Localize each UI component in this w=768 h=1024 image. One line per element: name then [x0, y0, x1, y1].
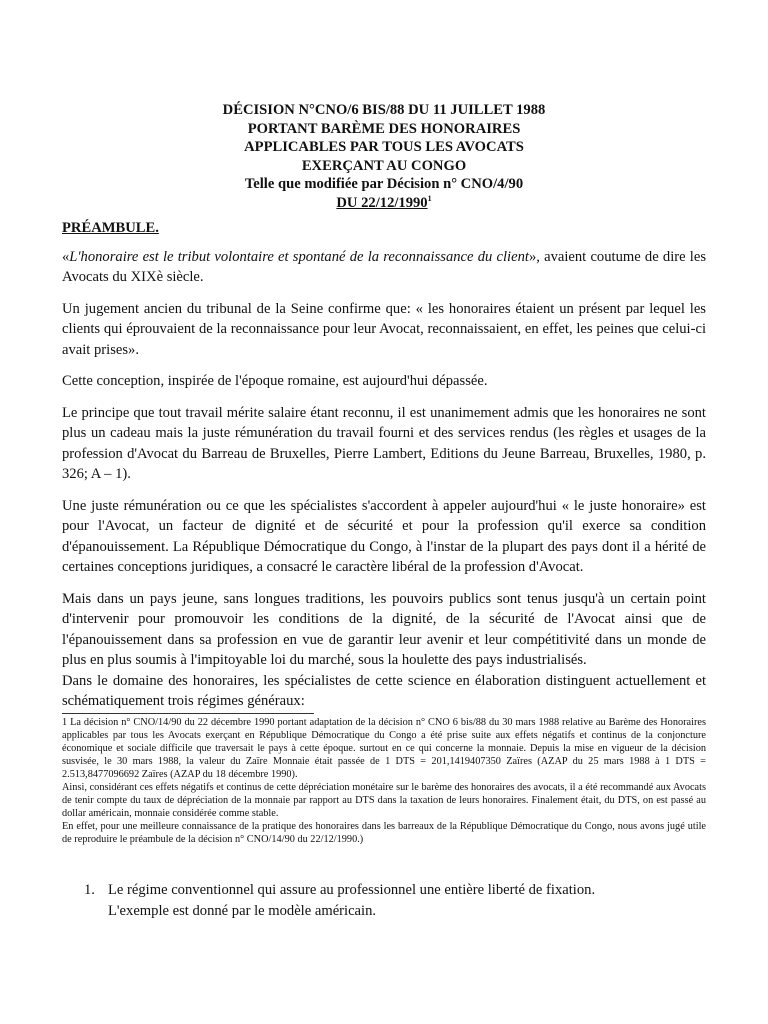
- title-line-2: PORTANT BARÈME DES HONORAIRES: [247, 120, 521, 137]
- title-date: DU 22/12/1990: [336, 194, 428, 211]
- list-item-line-1: Le régime conventionnel qui assure au professionnel une entière liberté de fixation.: [108, 882, 596, 898]
- title-line-6: [60, 194, 708, 213]
- list-item: [84, 880, 704, 921]
- paragraph-7: Dans le domaine des honoraires, les spécialistes de cette science en élaboration distinguent actuellement et schématiquement trois régimes généraux:: [62, 672, 706, 709]
- paragraph-6: Mais dans un pays jeune, sans longues traditions, les pouvoirs publics sont tenus jusqu'à un certain point d'intervenir pour promouvoir les conditions de la dignité, de la sécurité de l'Avocat ainsi que de l'épanouissement dans sa profession en vue de garantir leur avenir et leur compétitivité dans un monde de plus en plus soumis à l'impitoyable loi du marché, sous la houlette des pays industrialisés.: [62, 590, 706, 668]
- numbered-list: [84, 880, 704, 921]
- title-line-1: DÉCISION N°CNO/6 BIS/88 DU 11 JUILLET 1988: [222, 102, 546, 118]
- title-line-4: EXERÇANT AU CONGO: [301, 157, 467, 174]
- quotation-italic: L'honoraire est le tribut volontaire et spontané de la reconnaissance du client: [69, 248, 529, 265]
- list-item-number: 1.: [84, 882, 95, 898]
- footnote-reference[interactable]: 1: [427, 194, 432, 204]
- quote-open: «: [62, 248, 70, 265]
- list-item-line-2: L'exemple est donné par le modèle américain.: [108, 902, 377, 919]
- paragraph-1-rest: », avaient coutume de dire les Avocats du XIXè siècle.: [62, 248, 707, 285]
- list-item-text: [108, 880, 704, 921]
- paragraph-4: Le principe que tout travail mérite salaire étant reconnu, il est unanimement admis que les honoraires ne sont plus un cadeau mais la juste rémunération du travail fourni et des services rendus (les règles et usages de la profession d'Avocat du Barreau de Bruxelles, Pierre Lambert, Editions du Jeune Barreau, Bruxelles, 1980, p. 326; A – 1).: [62, 404, 706, 482]
- paragraph-3: Cette conception, inspirée de l'époque romaine, est aujourd'hui dépassée.: [62, 373, 488, 389]
- document-header: [60, 101, 708, 213]
- footnote-separator: [62, 713, 314, 714]
- footnote: [62, 716, 706, 846]
- footnote-paragraph-1: 1 La décision n° CNO/14/90 du 22 décembre 1990 portant adaptation de la décision n° CNO 6 bis/88 du 30 mars 1988 relative au Barème des Honoraires applicables par tous les Avocats exerçant en République Démocratique du Congo a été prise suite aux effets négatifs et continus de la conjoncture économique et sociale difficile que traversait le pays à cette époque. surtout en ce qui concerne la monnaie. Depuis la mise en vigueur de la décision susvisée, le 30 mars 1988, la valeur du Zaïre Monnaie était passée de 1 DTS = 201,1419407350 Zaïres (AZAP du 25 mars 1988 à 1 DTS = 2.513,8477096692 Zaïres (AZAP du 18 décembre 1990).: [62, 717, 706, 780]
- paragraph-5: Une juste rémunération ou ce que les spécialistes s'accordent à appeler aujourd'hui « le juste honoraire» est pour l'Avocat, un facteur de dignité et de sécurité et pour la profession qu'il exerce sa condition d'épanouissement. La République Démocratique du Congo, à l'instar de la plupart des pays dont il a hérité de certaines conceptions juridiques, a consacré le caractère libéral de la profession d'Avocat.: [62, 497, 706, 575]
- footnote-paragraph-2: Ainsi, considérant ces effets négatifs et continus de cette dépréciation monétaire sur le barème des honoraires des avocats, il a été recommandé aux Avocats de tenir compte du taux de dépréciation de la monnaie par rapport au DTS dans la taxation de leurs honoraires. Finalement était, du DTS, on est passé au dollar américain, monnaie considérée comme stable.: [62, 782, 706, 819]
- paragraph-2: Un jugement ancien du tribunal de la Seine confirme que: « les honoraires étaient un présent par lequel les clients qui éprouvaient de la reconnaissance pour leur Avocat, reconnaissaient, en effet, les peines que celui-ci avait prises».: [62, 300, 706, 358]
- title-line-3: APPLICABLES PAR TOUS LES AVOCATS: [244, 139, 524, 156]
- title-line-5: Telle que modifiée par Décision n° CNO/4/90: [244, 176, 524, 193]
- paragraph-1: [62, 247, 706, 288]
- section-heading-preambule: PRÉAMBULE.: [62, 220, 159, 236]
- document-body: [62, 218, 706, 723]
- footnote-paragraph-3: En effet, pour une meilleure connaissance de la pratique des honoraires dans les barreaux de la République Démocratique du Congo, nous avons jugé utile de reproduire le préambule de la décision n° CNO/14/90 du 22/12/1990.): [62, 821, 706, 845]
